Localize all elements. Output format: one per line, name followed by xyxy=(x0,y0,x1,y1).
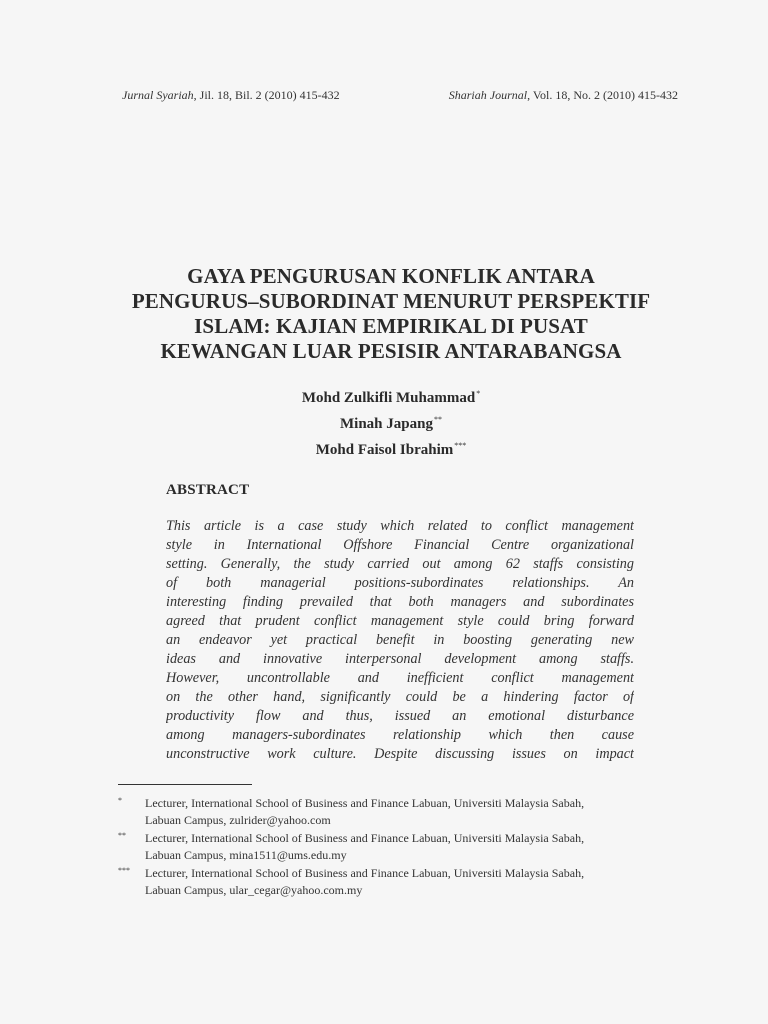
abstract-line: among managers-subordinates relationship which then cause xyxy=(166,727,634,743)
abstract-line: setting. Generally, the study carried out among 62 staffs consisting xyxy=(166,556,634,572)
title-line-4: KEWANGAN LUAR PESISIR ANTARABANGSA xyxy=(160,339,622,363)
author-name: Mohd Faisol Ibrahim xyxy=(315,442,454,458)
abstract-line: However, uncontrollable and inefficient conflict management xyxy=(166,670,634,686)
abstract-line: on the other hand, significantly could be a hindering factor of xyxy=(166,689,634,705)
abstract-line: unconstructive work culture. Despite discussing issues on impact xyxy=(166,746,634,762)
footnote-mark: * xyxy=(118,796,122,805)
footnote-affiliation: Lecturer, International School of Business and Finance Labuan, Universiti Malaysia Sabah, xyxy=(145,866,585,880)
header-left xyxy=(122,88,340,103)
footnotes xyxy=(118,795,682,900)
header-right-journal: Shariah Journal xyxy=(448,88,528,102)
abstract-line: an endeavor yet practical benefit in boosting generating new xyxy=(166,632,634,648)
author-name: Mohd Zulkifli Muhammad xyxy=(301,390,476,406)
title-line-3: ISLAM: KAJIAN EMPIRIKAL DI PUSAT xyxy=(194,314,588,338)
author-2 xyxy=(100,409,682,435)
header-left-citation: , Jil. 18, Bil. 2 (2010) 415-432 xyxy=(193,88,340,102)
abstract-line: productivity flow and thus, issued an emotional disturbance xyxy=(166,708,634,724)
footnote-affiliation: Lecturer, International School of Business and Finance Labuan, Universiti Malaysia Sabah, xyxy=(145,796,585,810)
author-name: Minah Japang xyxy=(340,416,433,432)
header-right xyxy=(449,88,678,103)
running-header xyxy=(122,88,678,103)
footnote-affiliation: Lecturer, International School of Business and Finance Labuan, Universiti Malaysia Sabah, xyxy=(145,831,585,845)
abstract-line: of both managerial positions-subordinates relationships. An xyxy=(166,575,634,591)
abstract-line: This article is a case study which related to conflict management xyxy=(166,518,634,534)
footnote-1 xyxy=(118,795,682,829)
abstract-line: ideas and innovative interpersonal development among staffs. xyxy=(166,651,634,667)
title-line-1: GAYA PENGURUSAN KONFLIK ANTARA xyxy=(187,264,595,288)
header-left-journal: Jurnal Syariah xyxy=(122,88,194,102)
footnote-2 xyxy=(118,830,682,864)
article-title xyxy=(100,264,682,364)
abstract-body xyxy=(166,517,634,764)
footnote-contact: Labuan Campus, zulrider@yahoo.com xyxy=(145,813,331,827)
abstract-line: style in International Offshore Financial Centre organizational xyxy=(166,537,634,553)
footnote-3 xyxy=(118,865,682,899)
footnote-mark: *** xyxy=(118,866,130,875)
footnote-contact: Labuan Campus, ular_cegar@yahoo.com.my xyxy=(145,883,363,897)
author-3 xyxy=(100,435,682,461)
footnote-contact: Labuan Campus, mina1511@ums.edu.my xyxy=(145,848,347,862)
author-mark: * xyxy=(476,389,481,398)
abstract-heading: ABSTRACT xyxy=(166,482,250,498)
title-line-2: PENGURUS–SUBORDINAT MENURUT PERSPEKTIF xyxy=(131,289,651,313)
author-mark: ** xyxy=(433,415,442,424)
footnote-divider xyxy=(118,784,252,785)
author-1 xyxy=(100,383,682,409)
author-list xyxy=(100,383,682,461)
footnote-mark: ** xyxy=(118,831,126,840)
author-mark: *** xyxy=(454,441,467,450)
abstract-line: interesting finding prevailed that both managers and subordinates xyxy=(166,594,634,610)
header-right-citation: , Vol. 18, No. 2 (2010) 415-432 xyxy=(527,88,678,102)
abstract-line: agreed that prudent conflict management style could bring forward xyxy=(166,613,634,629)
